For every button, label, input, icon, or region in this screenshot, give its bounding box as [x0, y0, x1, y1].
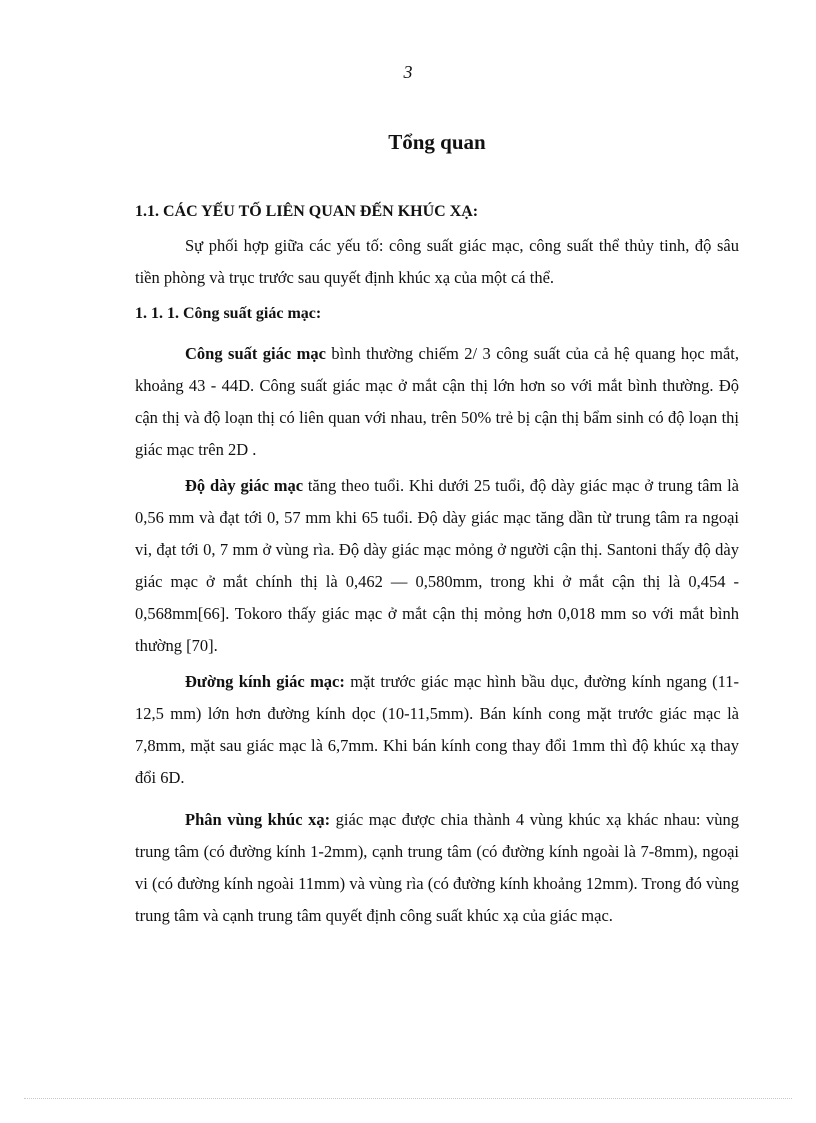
paragraph-text: mặt trước giác mạc hình bầu dục, đường kính ngang (11-12,5 mm) lớn hơn đường kính dọc (10-11,5mm). Bán kính cong mặt trước giác mạc là 7,8mm, mặt sau giác mạc là 6,7mm. Khi bán kính cong thay đổi 1mm thì độ khúc xạ thay đổi 6D. — [135, 672, 739, 787]
document-body — [135, 196, 739, 932]
page-title: Tổng quan — [388, 130, 486, 154]
term-corneal-diameter: Đường kính giác mạc: — [185, 672, 345, 691]
section-heading-1-1: 1.1. CÁC YẾU TỐ LIÊN QUAN ĐẾN KHÚC XẠ: — [135, 203, 479, 220]
term-refractive-zones: Phân vùng khúc xạ: — [185, 810, 331, 829]
paragraph-corneal-power — [135, 338, 739, 466]
paragraph-refractive-zones — [135, 804, 739, 932]
term-corneal-power: Công suất giác mạc — [185, 344, 326, 363]
page-number: 3 — [403, 62, 413, 82]
paragraph-text: giác mạc được chia thành 4 vùng khúc xạ khác nhau: vùng trung tâm (có đường kính 1-2mm), cạnh trung tâm (có đường kính ngoài là 7-8mm), ngoại vi (có đường kính ngoài 11mm) và vùng rìa (có đường kính khoảng 12mm). Trong đó vùng trung tâm và cạnh trung tâm quyết định công suất khúc xạ của giác mạc. — [135, 810, 740, 925]
paragraph-text: bình thường chiếm 2/ 3 công suất của cả hệ quang học mắt, khoảng 43 - 44D. Công suất giác mạc ở mắt cận thị lớn hơn so với mắt bình thường. Độ cận thị và độ loạn thị có liên quan với nhau, trên 50% trẻ bị cận thị bẩm sinh có độ loạn thị giác mạc trên 2D . — [135, 344, 739, 459]
page-bottom-border — [24, 1098, 792, 1099]
section-heading-1-1-1: 1. 1. 1. Công suất giác mạc: — [135, 305, 322, 322]
section-1-1-intro: Sự phối hợp giữa các yếu tố: công suất giác mạc, công suất thể thủy tinh, độ sâu tiền phòng và trục trước sau quyết định khúc xạ của một cá thể. — [135, 236, 739, 287]
paragraph-text: tăng theo tuổi. Khi dưới 25 tuổi, độ dày giác mạc ở trung tâm là 0,56 mm và đạt tới 0, 57 mm khi 65 tuổi. Độ dày giác mạc tăng dần từ trung tâm ra ngoại vi, đạt tới 0, 7 mm ở vùng rìa. Độ dày giác mạc mỏng ở người cận thị. Santoni thấy độ dày giác mạc ở mắt chính thị là 0,462 — 0,580mm, trong khi ở mắt cận thị là 0,454 - 0,568mm[66]. Tokoro thấy giác mạc ở mắt cận thị mỏng hơn 0,018 mm so với mắt bình thường [70]. — [135, 476, 739, 655]
paragraph-corneal-diameter — [135, 666, 739, 794]
paragraph-corneal-thickness — [135, 470, 739, 662]
term-corneal-thickness: Độ dày giác mạc — [185, 476, 304, 495]
